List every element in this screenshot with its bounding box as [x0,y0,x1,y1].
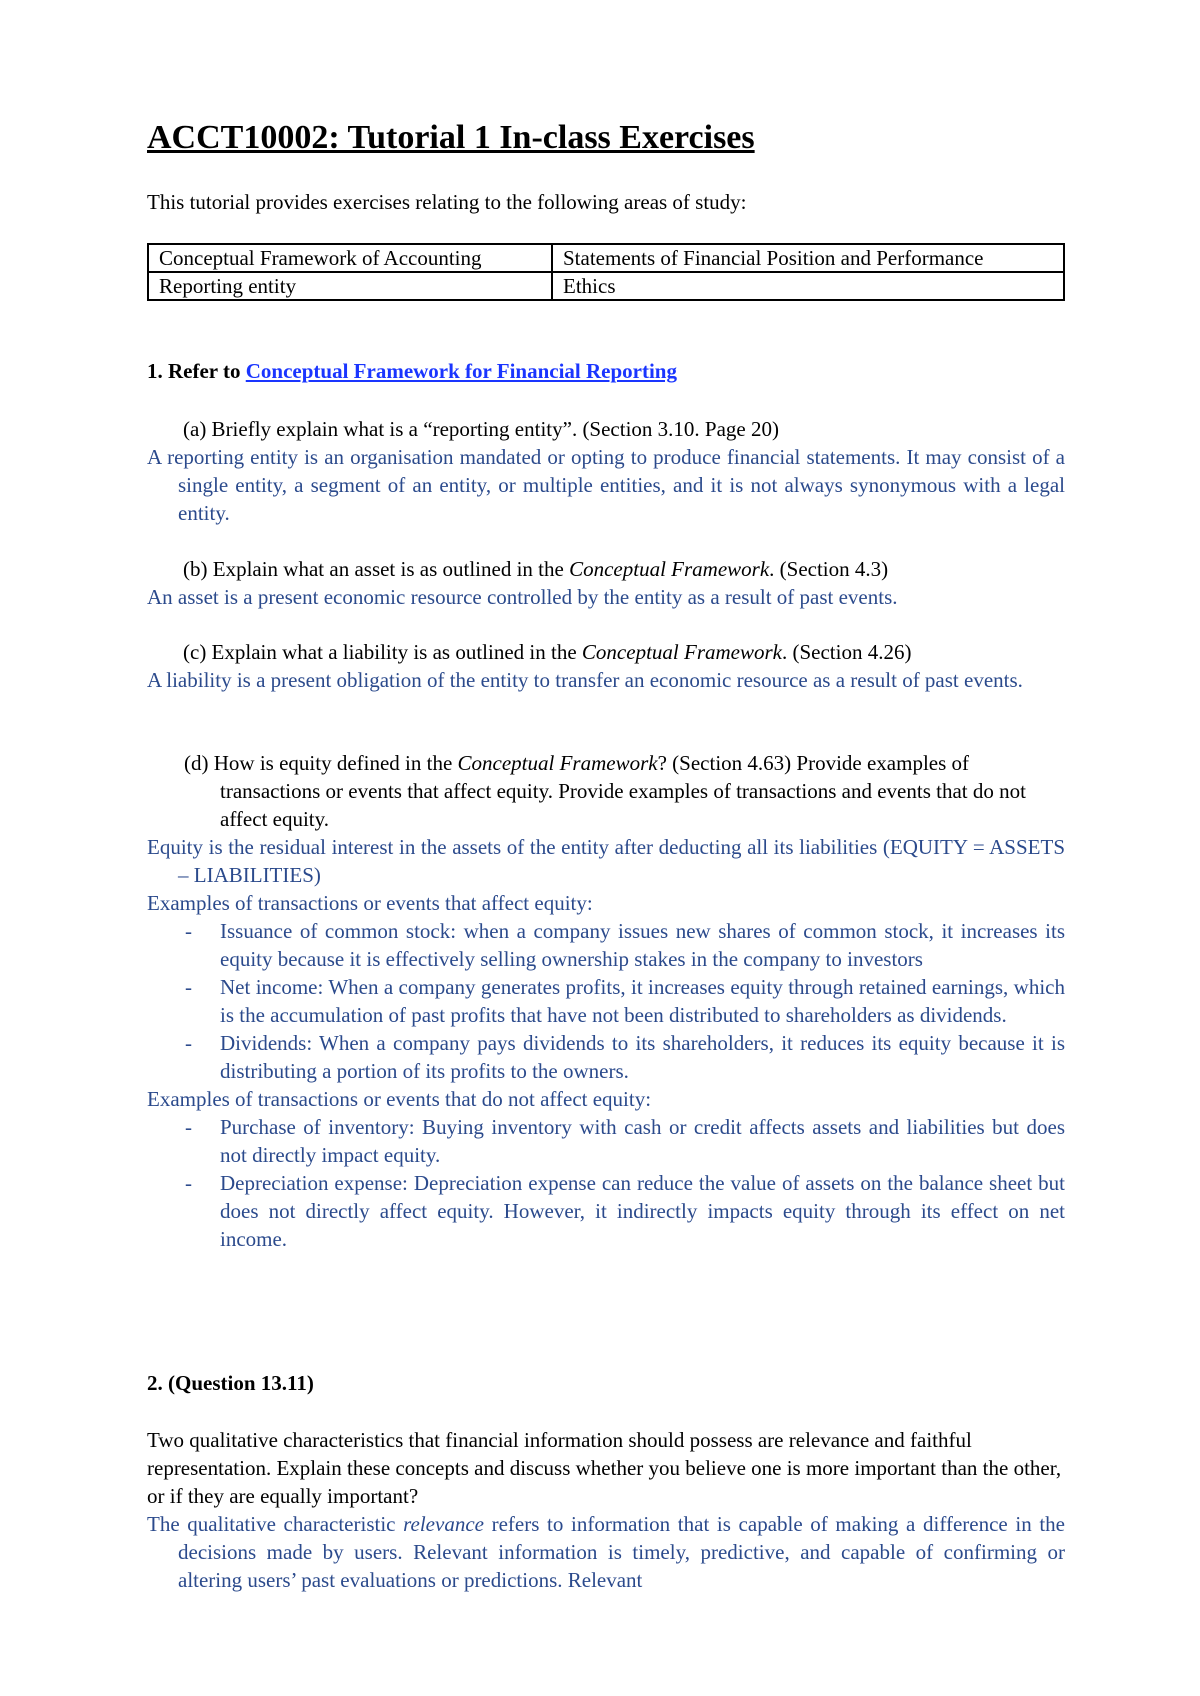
topics-table [147,243,1065,301]
list-item-text: Net income: When a company generates profits, it increases equity through retained earnings, which is the accumulation of past profits that have not been distributed to shareholders as dividends. [220,975,1065,1027]
answer-1c: A liability is a present obligation of the entity to transfer an economic resource as a result of past events. [147,668,1023,692]
table-cell: Reporting entity [148,272,552,300]
question-1c [147,638,1065,694]
table-row [148,244,1064,272]
table-row [148,272,1064,300]
answer-1b: An asset is a present economic resource controlled by the entity as a result of past events. [147,585,898,609]
list-dash: - [185,1171,192,1195]
answer-2 [147,1510,1065,1594]
table-cell: Statements of Financial Position and Performance [552,244,1064,272]
noaffect-heading: Examples of transactions or events that do not affect equity: [147,1087,652,1111]
question-2-text: Two qualitative characteristics that financial information should possess are relevance and faithful representation. Explain these concepts and discuss whether you believe one is more important than the other, or if they are equally important? [147,1428,1062,1508]
list-item-text: Issuance of common stock: when a company issues new shares of common stock, it increases its equity because it is effectively selling ownership stakes in the company to investors [220,919,1065,971]
list-dash: - [185,1031,192,1055]
question-1b-text [147,555,1065,583]
list-item-text: Purchase of inventory: Buying inventory with cash or credit affects assets and liabilities but does not directly impact equity. [220,1115,1065,1167]
question-1c-text [147,638,1065,666]
page-title: ACCT10002: Tutorial 1 In-class Exercises [147,119,755,156]
question-1a-text: (a) Briefly explain what is a “reporting entity”. (Section 3.10. Page 20) [183,417,779,441]
question-1-prefix: 1. Refer to [147,359,246,383]
question-1d-italic: Conceptual Framework [457,751,658,775]
answer-2-post: refers to information that is capable of making a difference in the decisions made by users. Relevant information is timely, predictive, and capable of confirming or altering users’ past evaluations or predictions. Relevant [178,1512,1065,1592]
question-1c-italic: Conceptual Framework [581,640,782,664]
question-2 [147,1426,1065,1594]
list-item [147,1029,1065,1085]
question-1d-pre: (d) How is equity defined in the [184,751,458,775]
list-item-text: Dividends: When a company pays dividends to its shareholders, it reduces its equity because it is distributing a portion of its profits to the owners. [220,1031,1065,1083]
list-dash: - [185,1115,192,1139]
question-1-heading [147,359,677,384]
question-1d [147,749,1065,1253]
question-1c-pre: (c) Explain what a liability is as outlined in the [183,640,582,664]
intro-text: This tutorial provides exercises relating to the following areas of study: [147,190,747,214]
table-cell: Ethics [552,272,1064,300]
question-1d-text [147,749,1065,833]
list-dash: - [185,919,192,943]
question-1b-post: . (Section 4.3) [769,557,889,581]
answer-1d: Equity is the residual interest in the assets of the entity after deducting all its liabilities (EQUITY = ASSETS – LIABILITIES) [147,835,1065,887]
list-item-text: Depreciation expense: Depreciation expense can reduce the value of assets on the balance sheet but does not directly affect equity. However, it indirectly impacts equity through its effect on net income. [220,1171,1065,1251]
answer-2-italic: relevance [403,1512,484,1536]
question-1c-post: . (Section 4.26) [781,640,912,664]
answer-2-pre: The qualitative characteristic [147,1512,404,1536]
list-item [147,1169,1065,1253]
list-item [147,917,1065,973]
conceptual-framework-link[interactable]: Conceptual Framework for Financial Reporting [245,359,677,383]
question-2-heading: 2. (Question 13.11) [147,1371,314,1395]
affect-heading: Examples of transactions or events that affect equity: [147,891,593,915]
answer-1a: A reporting entity is an organisation mandated or opting to produce financial statements. It may consist of a single entity, a segment of an entity, or multiple entities, and it is not always synonymous with a legal entity. [147,445,1065,525]
question-1a [147,415,1065,527]
question-1b-italic: Conceptual Framework [569,557,770,581]
list-dash: - [185,975,192,999]
question-1d-post: ? (Section 4.63) Provide examples of transactions or events that affect equity. Provide examples of transactions and events that do not affect equity. [220,751,1026,831]
list-item [147,1113,1065,1169]
question-1b [147,555,1065,611]
list-item [147,973,1065,1029]
question-1b-pre: (b) Explain what an asset is as outlined in the [183,557,570,581]
table-cell: Conceptual Framework of Accounting [148,244,552,272]
